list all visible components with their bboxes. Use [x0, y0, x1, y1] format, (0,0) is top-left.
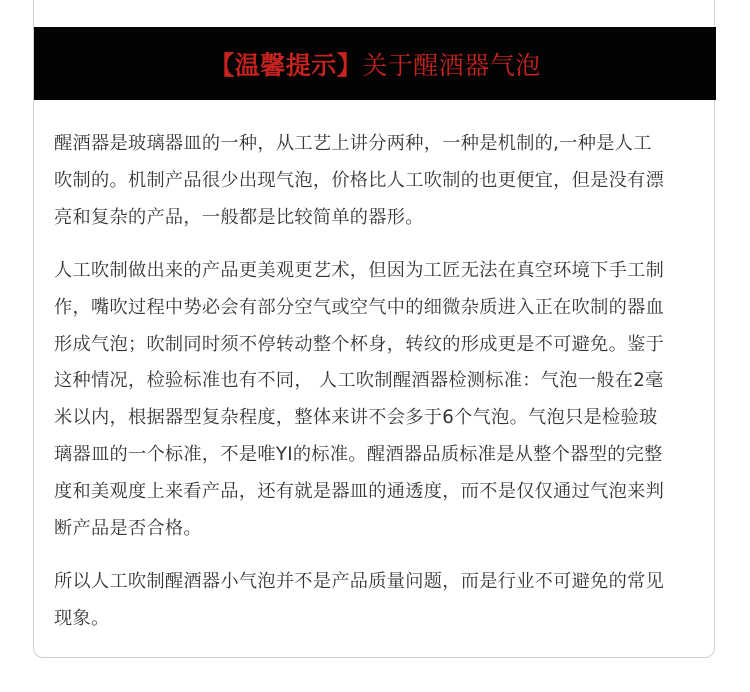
- paragraph-line: 形成气泡；吹制同时须不停转动整个杯身，转纹的形成更是不可避免。鉴于: [54, 333, 665, 355]
- paragraph-hand-blown: [54, 253, 698, 548]
- paragraph-line: 所以人工吹制醒酒器小气泡并不是产品质量问题，而是行业不可避免的常见: [54, 570, 665, 592]
- paragraph-line: 米以内，根据器型复杂程度，整体来讲不会多于6个气泡。气泡只是检验玻: [54, 407, 658, 429]
- paragraph-line: 断产品是否合格。: [54, 518, 202, 540]
- banner-title: [209, 46, 541, 82]
- paragraph-conclusion: [54, 564, 698, 638]
- paragraph-intro: [54, 126, 698, 237]
- paragraph-line: 这种情况，检验标准也有不同， 人工吹制醒酒器检测标准：气泡一般在2毫: [54, 370, 664, 392]
- paragraph-line: 亮和复杂的产品，一般都是比较简单的器形。: [54, 206, 424, 228]
- paragraph-line: 璃器皿的一个标准，不是唯YI的标准。醒酒器品质标准是从整个器型的完整: [54, 444, 663, 466]
- paragraph-line: 度和美观度上来看产品，还有就是器皿的通透度，而不是仅仅通过气泡来判: [54, 481, 665, 503]
- paragraph-line: 人工吹制做出来的产品更美观更艺术，但因为工匠无法在真空环境下手工制: [54, 259, 665, 281]
- title-banner: [34, 27, 716, 100]
- paragraph-line: 醒酒器是玻璃器皿的一种，从工艺上讲分两种，一种是机制的,一种是人工: [54, 133, 652, 154]
- article-body: [54, 126, 698, 654]
- paragraph-line: 现象。: [54, 607, 110, 629]
- banner-subtitle: 关于醒酒器气泡: [362, 50, 541, 80]
- paragraph-line: 吹制的。机制产品很少出现气泡，价格比人工吹制的也更便宜，但是没有漂: [54, 169, 665, 191]
- banner-bracket-title: 【温馨提示】: [209, 50, 363, 80]
- paragraph-line: 作，嘴吹过程中势必会有部分空气或空气中的细微杂质进入正在吹制的器血: [54, 296, 665, 318]
